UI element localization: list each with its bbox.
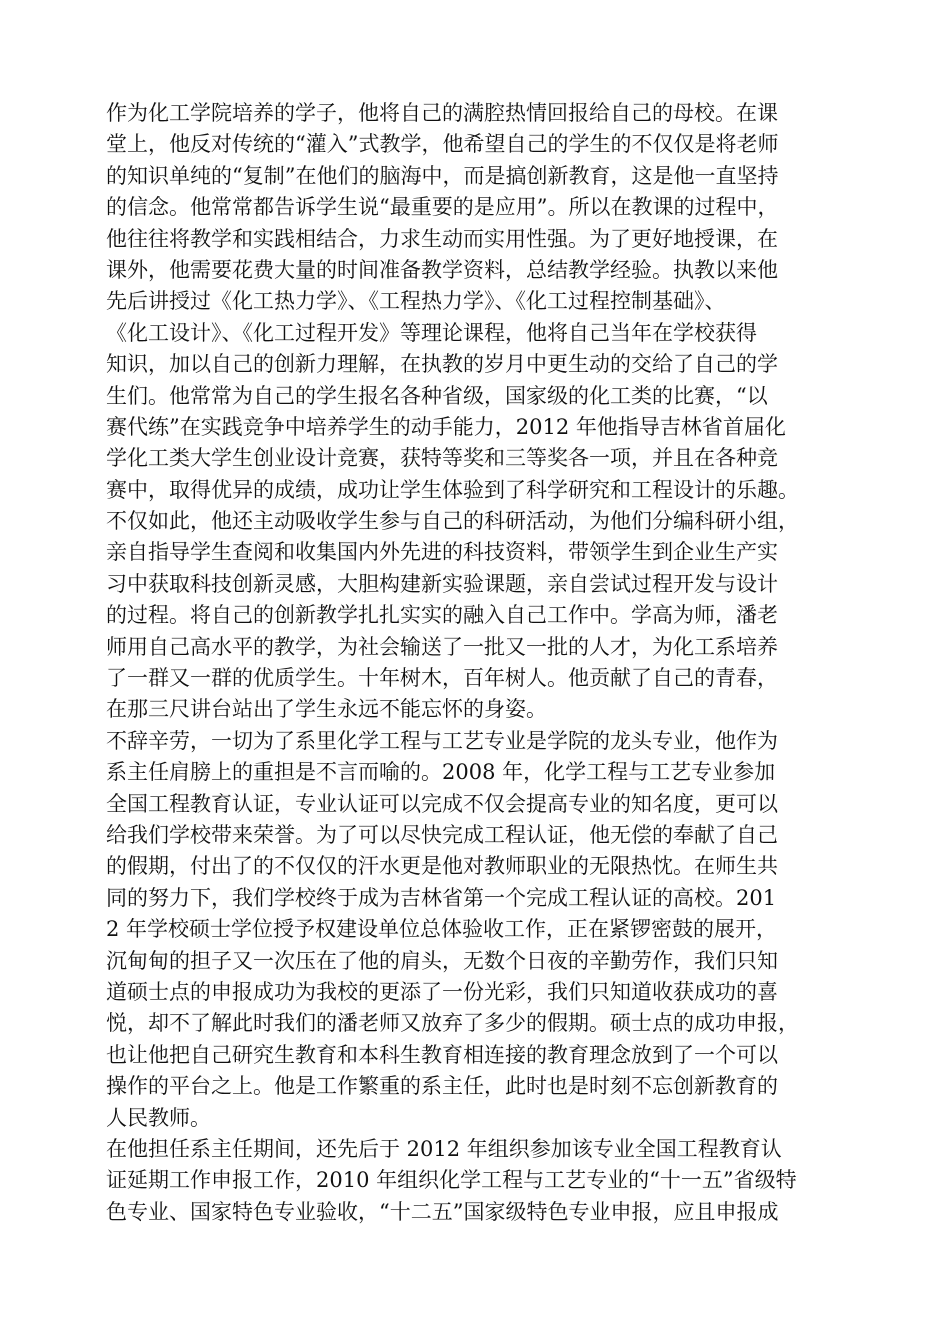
text-line: 亲自指导学生查阅和收集国内外先进的科技资料，带领学生到企业生产实: [106, 540, 778, 565]
text-line: 不辞辛劳，一切为了系里化学工程与工艺专业是学院的龙头专业，他作为: [106, 728, 778, 753]
text-line: 悦，却不了解此时我们的潘老师又放弃了多少的假期。硕士点的成功申报，: [106, 1011, 799, 1036]
text-line: 的信念。他常常都告诉学生说“最重要的是应用”。所以在教课的过程中，: [106, 195, 779, 220]
text-line: 赛中，取得优异的成绩，成功让学生体验到了科学研究和工程设计的乐趣。: [106, 477, 799, 502]
text-line: 习中获取科技创新灵感，大胆构建新实验课题，亲自尝试过程开发与设计: [106, 571, 778, 596]
text-line: 同的努力下，我们学校终于成为吉林省第一个完成工程认证的高校。201: [106, 885, 777, 910]
text-line: 作为化工学院培养的学子，他将自己的满腔热情回报给自己的母校。在课: [106, 101, 778, 125]
text-line: 给我们学校带来荣誉。为了可以尽快完成工程认证，他无偿的奉献了自己: [106, 822, 778, 847]
text-line: 在他担任系主任期间，还先后于 2012 年组织参加该专业全国工程教育认: [106, 1136, 782, 1161]
text-line: 人民教师。: [106, 1105, 211, 1130]
text-line: 道硕士点的申报成功为我校的更添了一份光彩，我们只知道收获成功的喜: [106, 979, 778, 1004]
text-line: 色专业、国家特色专业验收，“十二五”国家级特色专业申报，应且申报成: [106, 1199, 779, 1224]
text-line: 操作的平台之上。他是工作繁重的系主任，此时也是时刻不忘创新教育的: [106, 1074, 778, 1099]
text-line: 证延期工作申报工作，2010 年组织化学工程与工艺专业的“十一五”省级特: [106, 1168, 797, 1193]
text-line: 《化工设计》、《化工过程开发》等理论课程，他将自己当年在学校获得: [106, 320, 757, 345]
text-line: 他往往将教学和实践相结合，力求生动而实用性强。为了更好地授课，在: [106, 226, 778, 251]
text-line: 系主任肩膀上的重担是不言而喻的。2008 年，化学工程与工艺专业参加: [106, 760, 776, 785]
text-line: 的过程。将自己的创新教学扎扎实实的融入自己工作中。学高为师，潘老: [106, 603, 778, 628]
text-line: 知识，加以自己的创新力理解，在执教的岁月中更生动的交给了自己的学: [106, 352, 778, 377]
text-line: 全国工程教育认证，专业认证可以完成不仅会提高专业的知名度，更可以: [106, 791, 778, 816]
text-line: 先后讲授过《化工热力学》、《工程热力学》、《化工过程控制基础》、: [106, 289, 726, 314]
text-line: 课外，他需要花费大量的时间准备教学资料，总结教学经验。执教以来他: [106, 257, 778, 282]
text-line: 堂上，他反对传统的“灌入”式教学，他希望自己的学生的不仅仅是将老师: [106, 132, 779, 157]
text-line: 2 年学校硕士学位授予权建设单位总体验收工作，正在紧锣密鼓的展开，: [106, 917, 778, 942]
text-line: 的知识单纯的“复制”在他们的脑海中，而是搞创新教育，这是他一直坚持: [106, 163, 779, 188]
text-line: 也让他把自己研究生教育和本科生教育相连接的教育理念放到了一个可以: [106, 1042, 778, 1067]
text-line: 不仅如此，他还主动吸收学生参与自己的科研活动，为他们分编科研小组，: [106, 509, 799, 534]
text-line: 赛代练”在实践竞争中培养学生的动手能力，2012 年他指导吉林省首届化: [106, 414, 786, 439]
body-text: [106, 98, 866, 1228]
text-line: 的假期，付出了的不仅仅的汗水更是他对教师职业的无限热忱。在师生共: [106, 854, 778, 879]
text-line: 了一群又一群的优质学生。十年树木，百年树人。他贡献了自己的青春，: [106, 666, 778, 691]
text-line: 师用自己高水平的教学，为社会输送了一批又一批的人才，为化工系培养: [106, 634, 778, 659]
text-line: 学化工类大学生创业设计竞赛，获特等奖和三等奖各一项，并且在各种竞: [106, 446, 778, 471]
text-line: 在那三尺讲台站出了学生永远不能忘怀的身姿。: [106, 697, 547, 722]
text-line: 生们。他常常为自己的学生报名各种省级，国家级的化工类的比赛，“以: [106, 383, 768, 408]
text-line: 沉甸甸的担子又一次压在了他的肩头，无数个日夜的辛勤劳作，我们只知: [106, 948, 778, 973]
